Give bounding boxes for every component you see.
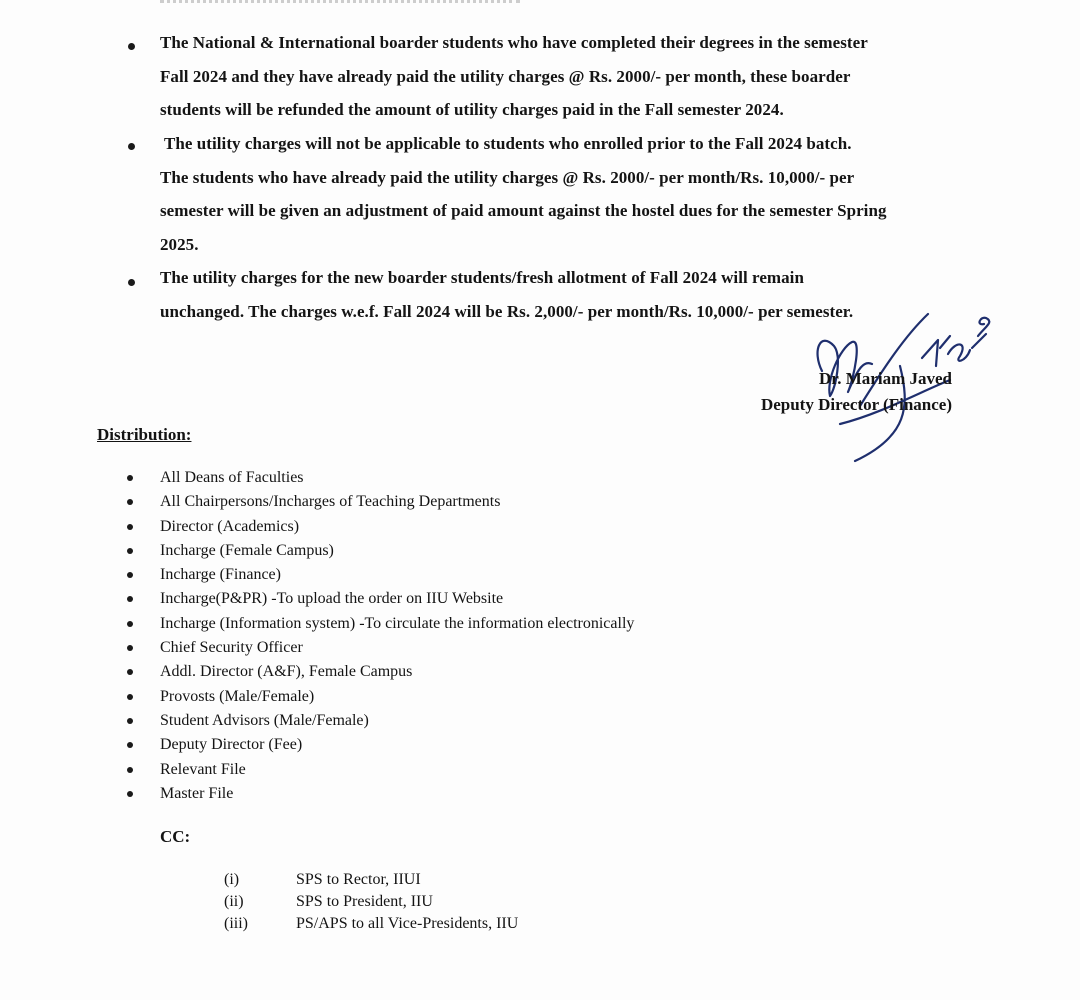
bullet-dot (127, 596, 133, 602)
distribution-item-label: All Deans of Faculties (160, 469, 304, 486)
bullet-dot (127, 669, 133, 675)
distribution-item-label: Incharge (Information system) -To circulate the information electronically (160, 614, 635, 632)
cutoff-text-line (160, 0, 520, 3)
bullet-dot (127, 548, 133, 554)
list-item (0, 685, 1080, 709)
cc-item-number: (iii) (224, 915, 248, 932)
paragraph-line: 2025. (160, 234, 199, 254)
bullet-dot (127, 475, 133, 481)
distribution-item-label: Incharge (Finance) (160, 566, 281, 584)
list-item (0, 758, 1080, 782)
distribution-item-label: Provosts (Male/Female) (160, 687, 315, 705)
paragraph-line: The utility charges for the new boarder students/fresh allotment of Fall 2024 will remain (160, 268, 804, 287)
bullet-dot (127, 767, 133, 773)
list-item (0, 709, 1080, 733)
cc-label: CC: (160, 827, 191, 846)
paragraph-line: The utility charges will not be applicable to students who enrolled prior to the Fall 2024 batch. (160, 134, 852, 153)
distribution-list (0, 466, 1080, 806)
list-item (0, 660, 1080, 684)
paragraph-line: The National & International boarder students who have completed their degrees in the semester (160, 33, 868, 52)
list-item (0, 466, 1080, 490)
bullet-dot (128, 143, 135, 150)
distribution-item-label: All Chairpersons/Incharges of Teaching Departments (160, 493, 501, 511)
bullet-dot (127, 621, 133, 627)
paragraph-not-applicable (160, 127, 951, 261)
distribution-item-label: Deputy Director (Fee) (160, 736, 303, 754)
distribution-item-label: Relevant File (160, 760, 246, 778)
signatory-title: Deputy Director (Finance) (760, 395, 952, 414)
bullet-dot (127, 645, 133, 651)
signatory-name: Dr. Mariam Javed (819, 369, 952, 388)
distribution-item-label: Master File (160, 784, 234, 802)
distribution-item-label: Addl. Director (A&F), Female Campus (160, 663, 413, 681)
bullet-dot (127, 499, 133, 505)
paragraph-refund (160, 26, 951, 127)
distribution-item-label: Incharge (Female Campus) (160, 541, 334, 559)
bullet-dot (128, 43, 135, 50)
cc-item-number: (ii) (224, 893, 244, 910)
cc-item-label: SPS to President, IIU (296, 893, 433, 910)
cc-item-label: PS/APS to all Vice-Presidents, IIU (296, 915, 519, 932)
distribution-heading: Distribution: (97, 425, 192, 444)
cc-item-label: SPS to Rector, IIUI (296, 871, 421, 888)
bullet-dot (128, 279, 135, 286)
bullet-dot (127, 572, 133, 578)
paragraph-line: Fall 2024 and they have already paid the utility charges @ Rs. 2000/- per month, these boarder (160, 66, 851, 86)
bullet-dot (127, 742, 133, 748)
bullet-dot (127, 718, 133, 724)
list-item (0, 490, 1080, 514)
distribution-item-label: Incharge(P&PR) -To upload the order on IIU Website (160, 590, 504, 608)
list-item (0, 539, 1080, 563)
list-item (0, 563, 1080, 587)
paragraph-line: semester will be given an adjustment of paid amount against the hostel dues for the semester Spring (160, 201, 887, 220)
list-item (0, 782, 1080, 806)
paragraph-line: The students who have already paid the utility charges @ Rs. 2000/- per month/Rs. 10,000/- per (160, 167, 855, 187)
paragraph-line: unchanged. The charges w.e.f. Fall 2024 will be Rs. 2,000/- per month/Rs. 10,000/- per semester. (160, 301, 854, 321)
distribution-item-label: Director (Academics) (160, 517, 300, 535)
distribution-item-label: Student Advisors (Male/Female) (160, 711, 369, 729)
bullet-dot (127, 524, 133, 530)
distribution-item-label: Chief Security Officer (160, 639, 303, 657)
cc-item-number: (i) (224, 871, 240, 888)
bullet-dot (127, 791, 133, 797)
list-item (0, 515, 1080, 539)
paragraph-line: students will be refunded the amount of utility charges paid in the Fall semester 2024. (160, 100, 784, 119)
list-item (0, 587, 1080, 611)
list-item (0, 612, 1080, 636)
list-item (0, 636, 1080, 660)
list-item (0, 733, 1080, 757)
bullet-dot (127, 694, 133, 700)
